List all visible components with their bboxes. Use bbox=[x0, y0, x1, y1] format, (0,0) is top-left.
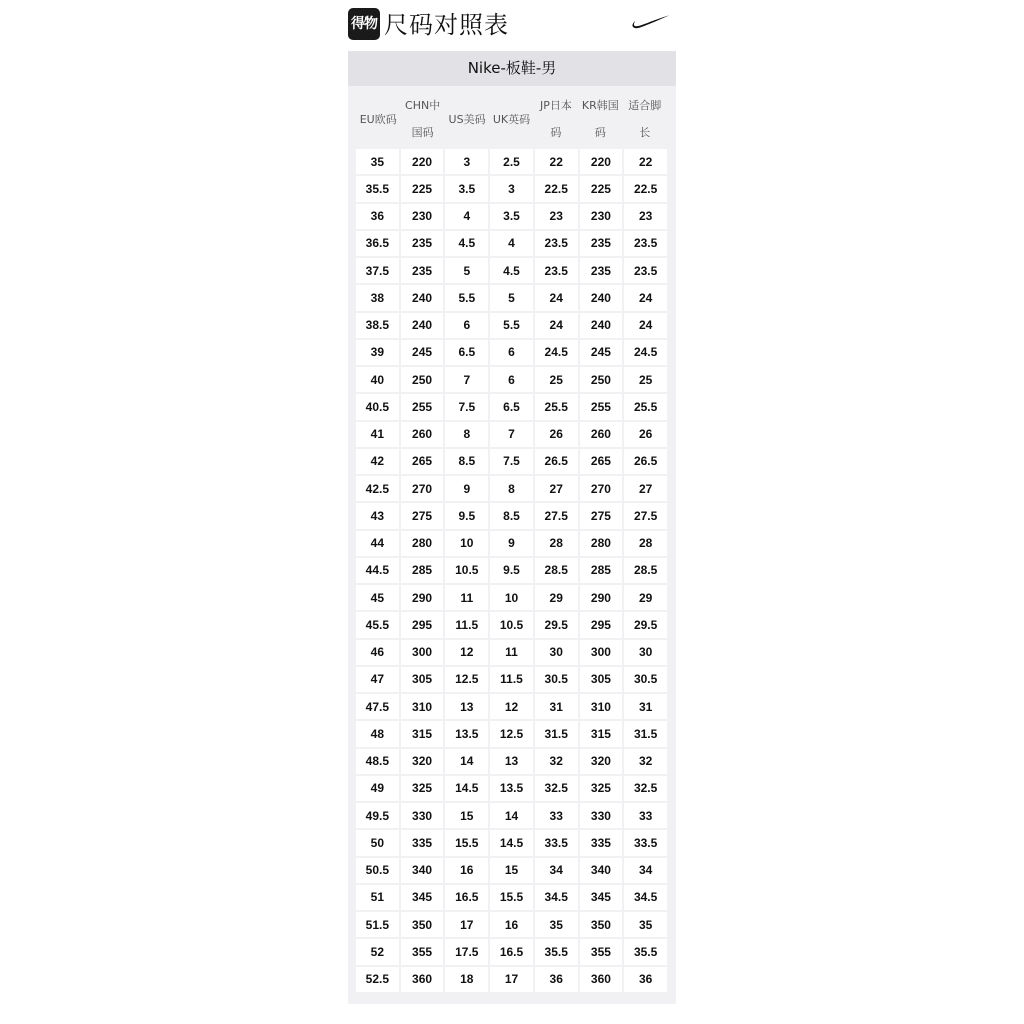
table-cell: 36 bbox=[535, 967, 578, 992]
table-cell: 7.5 bbox=[445, 394, 488, 419]
table-cell: 240 bbox=[580, 285, 623, 310]
table-cell: 14.5 bbox=[490, 830, 533, 855]
table-cell: 28.5 bbox=[624, 558, 667, 583]
table-cell: 13.5 bbox=[445, 721, 488, 746]
table-cell: 39 bbox=[356, 340, 399, 365]
table-cell: 225 bbox=[580, 176, 623, 201]
table-cell: 11.5 bbox=[445, 612, 488, 637]
table-cell: 250 bbox=[580, 367, 623, 392]
table-row bbox=[356, 639, 667, 666]
table-cell: 7.5 bbox=[490, 449, 533, 474]
column-header: UK英码 bbox=[492, 112, 531, 126]
table-cell: 270 bbox=[580, 476, 623, 501]
table-cell: 16.5 bbox=[490, 939, 533, 964]
table-cell: 245 bbox=[401, 340, 444, 365]
table-cell: 31.5 bbox=[535, 721, 578, 746]
table-cell: 26 bbox=[624, 422, 667, 447]
table-row bbox=[356, 611, 667, 638]
table-cell: 11 bbox=[490, 640, 533, 665]
table-cell: 230 bbox=[401, 204, 444, 229]
table-cell: 24.5 bbox=[535, 340, 578, 365]
table-cell: 12 bbox=[445, 640, 488, 665]
table-cell: 265 bbox=[401, 449, 444, 474]
table-cell: 35.5 bbox=[535, 939, 578, 964]
table-cell: 255 bbox=[401, 394, 444, 419]
table-cell: 27.5 bbox=[535, 503, 578, 528]
table-cell: 22.5 bbox=[535, 176, 578, 201]
table-cell: 34 bbox=[624, 858, 667, 883]
table-cell: 26 bbox=[535, 422, 578, 447]
table-cell: 31.5 bbox=[624, 721, 667, 746]
table-cell: 35 bbox=[624, 912, 667, 937]
table-row bbox=[356, 666, 667, 693]
table-cell: 48 bbox=[356, 721, 399, 746]
table-cell: 24 bbox=[624, 285, 667, 310]
table-cell: 29.5 bbox=[624, 612, 667, 637]
table-cell: 34 bbox=[535, 858, 578, 883]
table-cell: 25.5 bbox=[624, 394, 667, 419]
table-cell: 16.5 bbox=[445, 885, 488, 910]
table-cell: 23.5 bbox=[624, 231, 667, 256]
column-header: 适合脚长 bbox=[628, 99, 662, 139]
table-cell: 26.5 bbox=[535, 449, 578, 474]
table-cell: 3.5 bbox=[490, 204, 533, 229]
table-cell: 15 bbox=[445, 803, 488, 828]
table-cell: 33.5 bbox=[624, 830, 667, 855]
table-cell: 260 bbox=[401, 422, 444, 447]
table-row bbox=[356, 257, 667, 284]
table-cell: 255 bbox=[580, 394, 623, 419]
dewu-logo: 得物 bbox=[348, 8, 380, 40]
table-cell: 36 bbox=[624, 967, 667, 992]
table-cell: 33 bbox=[624, 803, 667, 828]
table-cell: 17 bbox=[445, 912, 488, 937]
table-cell: 6 bbox=[490, 367, 533, 392]
table-cell: 280 bbox=[401, 531, 444, 556]
table-cell: 45.5 bbox=[356, 612, 399, 637]
table-cell: 13 bbox=[445, 694, 488, 719]
table-cell: 10 bbox=[490, 585, 533, 610]
table-cell: 315 bbox=[401, 721, 444, 746]
column-header: US美码 bbox=[448, 112, 486, 126]
table-cell: 10 bbox=[445, 531, 488, 556]
table-cell: 30.5 bbox=[535, 667, 578, 692]
table-cell: 7 bbox=[445, 367, 488, 392]
table-cell: 350 bbox=[580, 912, 623, 937]
table-cell: 6 bbox=[445, 313, 488, 338]
table-cell: 240 bbox=[401, 285, 444, 310]
table-cell: 23 bbox=[535, 204, 578, 229]
table-cell: 30 bbox=[624, 640, 667, 665]
table-cell: 12.5 bbox=[445, 667, 488, 692]
table-cell: 52 bbox=[356, 939, 399, 964]
table-cell: 12 bbox=[490, 694, 533, 719]
table-cell: 265 bbox=[580, 449, 623, 474]
table-cell: 49.5 bbox=[356, 803, 399, 828]
table-cell: 8.5 bbox=[490, 503, 533, 528]
table-cell: 4.5 bbox=[445, 231, 488, 256]
table-cell: 46 bbox=[356, 640, 399, 665]
table-cell: 4.5 bbox=[490, 258, 533, 283]
table-cell: 30 bbox=[535, 640, 578, 665]
table-cell: 8.5 bbox=[445, 449, 488, 474]
table-row bbox=[356, 339, 667, 366]
table-cell: 35 bbox=[535, 912, 578, 937]
table-cell: 35 bbox=[356, 149, 399, 174]
table-cell: 8 bbox=[490, 476, 533, 501]
table-cell: 27 bbox=[535, 476, 578, 501]
table-cell: 235 bbox=[401, 231, 444, 256]
table-row bbox=[356, 775, 667, 802]
table-cell: 5 bbox=[490, 285, 533, 310]
table-cell: 12.5 bbox=[490, 721, 533, 746]
table-cell: 3 bbox=[445, 149, 488, 174]
table-row bbox=[356, 203, 667, 230]
table-cell: 18 bbox=[445, 967, 488, 992]
table-cell: 6 bbox=[490, 340, 533, 365]
table-cell: 355 bbox=[580, 939, 623, 964]
table-cell: 275 bbox=[580, 503, 623, 528]
table-cell: 330 bbox=[580, 803, 623, 828]
table-cell: 340 bbox=[580, 858, 623, 883]
table-cell: 22 bbox=[624, 149, 667, 174]
table-cell: 38 bbox=[356, 285, 399, 310]
table-cell: 32.5 bbox=[624, 776, 667, 801]
table-cell: 240 bbox=[580, 313, 623, 338]
table-row bbox=[356, 966, 667, 993]
table-cell: 17 bbox=[490, 967, 533, 992]
table-cell: 13 bbox=[490, 749, 533, 774]
table-cell: 31 bbox=[535, 694, 578, 719]
table-cell: 270 bbox=[401, 476, 444, 501]
table-cell: 51.5 bbox=[356, 912, 399, 937]
table-cell: 11.5 bbox=[490, 667, 533, 692]
table-cell: 30.5 bbox=[624, 667, 667, 692]
table-cell: 290 bbox=[401, 585, 444, 610]
table-cell: 24 bbox=[535, 285, 578, 310]
table-cell: 330 bbox=[401, 803, 444, 828]
table-cell: 225 bbox=[401, 176, 444, 201]
table-cell: 50 bbox=[356, 830, 399, 855]
table-cell: 49 bbox=[356, 776, 399, 801]
table-row bbox=[356, 393, 667, 420]
table-cell: 2.5 bbox=[490, 149, 533, 174]
table-row bbox=[356, 421, 667, 448]
table-cell: 22.5 bbox=[624, 176, 667, 201]
table-cell: 28 bbox=[624, 531, 667, 556]
table-cell: 32 bbox=[535, 749, 578, 774]
size-table-body bbox=[356, 148, 667, 993]
table-cell: 310 bbox=[401, 694, 444, 719]
page-title: 尺码对照表 bbox=[384, 11, 509, 39]
table-cell: 275 bbox=[401, 503, 444, 528]
table-cell: 14 bbox=[445, 749, 488, 774]
table-cell: 3.5 bbox=[445, 176, 488, 201]
table-cell: 300 bbox=[401, 640, 444, 665]
table-row bbox=[356, 530, 667, 557]
table-cell: 300 bbox=[580, 640, 623, 665]
table-cell: 290 bbox=[580, 585, 623, 610]
table-cell: 230 bbox=[580, 204, 623, 229]
table-cell: 325 bbox=[401, 776, 444, 801]
table-cell: 9 bbox=[490, 531, 533, 556]
page-header bbox=[348, 4, 676, 46]
column-header: JP日本码 bbox=[539, 99, 572, 139]
table-cell: 44.5 bbox=[356, 558, 399, 583]
table-cell: 16 bbox=[490, 912, 533, 937]
table-cell: 50.5 bbox=[356, 858, 399, 883]
table-cell: 350 bbox=[401, 912, 444, 937]
table-cell: 5.5 bbox=[445, 285, 488, 310]
table-cell: 355 bbox=[401, 939, 444, 964]
table-row bbox=[356, 175, 667, 202]
table-cell: 9.5 bbox=[445, 503, 488, 528]
chart-category-banner: Nike-板鞋-男 bbox=[348, 51, 676, 86]
table-cell: 9.5 bbox=[490, 558, 533, 583]
table-cell: 235 bbox=[401, 258, 444, 283]
table-cell: 345 bbox=[580, 885, 623, 910]
table-cell: 220 bbox=[580, 149, 623, 174]
table-cell: 32.5 bbox=[535, 776, 578, 801]
table-row bbox=[356, 284, 667, 311]
table-cell: 335 bbox=[580, 830, 623, 855]
table-row bbox=[356, 448, 667, 475]
table-cell: 320 bbox=[401, 749, 444, 774]
table-cell: 250 bbox=[401, 367, 444, 392]
table-cell: 360 bbox=[401, 967, 444, 992]
table-cell: 15.5 bbox=[490, 885, 533, 910]
table-cell: 11 bbox=[445, 585, 488, 610]
table-cell: 43 bbox=[356, 503, 399, 528]
table-cell: 36 bbox=[356, 204, 399, 229]
table-row bbox=[356, 693, 667, 720]
table-cell: 10.5 bbox=[490, 612, 533, 637]
table-cell: 42 bbox=[356, 449, 399, 474]
table-cell: 240 bbox=[401, 313, 444, 338]
table-row bbox=[356, 557, 667, 584]
table-cell: 340 bbox=[401, 858, 444, 883]
table-cell: 40.5 bbox=[356, 394, 399, 419]
table-cell: 42.5 bbox=[356, 476, 399, 501]
table-cell: 10.5 bbox=[445, 558, 488, 583]
table-row bbox=[356, 884, 667, 911]
table-row bbox=[356, 312, 667, 339]
table-cell: 320 bbox=[580, 749, 623, 774]
table-row bbox=[356, 230, 667, 257]
table-cell: 33.5 bbox=[535, 830, 578, 855]
table-cell: 8 bbox=[445, 422, 488, 447]
table-cell: 245 bbox=[580, 340, 623, 365]
table-cell: 24 bbox=[624, 313, 667, 338]
table-cell: 36.5 bbox=[356, 231, 399, 256]
table-row bbox=[356, 911, 667, 938]
table-cell: 3 bbox=[490, 176, 533, 201]
table-row bbox=[356, 148, 667, 175]
table-row bbox=[356, 802, 667, 829]
table-cell: 295 bbox=[580, 612, 623, 637]
size-chart-panel bbox=[348, 51, 676, 1004]
table-cell: 27.5 bbox=[624, 503, 667, 528]
table-cell: 22 bbox=[535, 149, 578, 174]
table-cell: 260 bbox=[580, 422, 623, 447]
table-cell: 325 bbox=[580, 776, 623, 801]
table-cell: 28.5 bbox=[535, 558, 578, 583]
table-row bbox=[356, 748, 667, 775]
table-cell: 235 bbox=[580, 258, 623, 283]
table-cell: 35.5 bbox=[356, 176, 399, 201]
table-cell: 25 bbox=[535, 367, 578, 392]
table-cell: 295 bbox=[401, 612, 444, 637]
table-cell: 305 bbox=[580, 667, 623, 692]
table-cell: 31 bbox=[624, 694, 667, 719]
table-cell: 25 bbox=[624, 367, 667, 392]
table-cell: 5.5 bbox=[490, 313, 533, 338]
table-row bbox=[356, 584, 667, 611]
table-cell: 24 bbox=[535, 313, 578, 338]
table-cell: 14 bbox=[490, 803, 533, 828]
nike-swoosh-icon bbox=[630, 13, 670, 33]
column-header: EU欧码 bbox=[359, 112, 397, 126]
table-cell: 29 bbox=[535, 585, 578, 610]
table-cell: 24.5 bbox=[624, 340, 667, 365]
table-cell: 47.5 bbox=[356, 694, 399, 719]
table-cell: 6.5 bbox=[490, 394, 533, 419]
table-cell: 44 bbox=[356, 531, 399, 556]
table-cell: 4 bbox=[490, 231, 533, 256]
table-cell: 28 bbox=[535, 531, 578, 556]
column-header: CHN中国码 bbox=[405, 99, 441, 139]
table-cell: 4 bbox=[445, 204, 488, 229]
table-cell: 345 bbox=[401, 885, 444, 910]
table-cell: 280 bbox=[580, 531, 623, 556]
table-cell: 6.5 bbox=[445, 340, 488, 365]
table-cell: 310 bbox=[580, 694, 623, 719]
table-cell: 29 bbox=[624, 585, 667, 610]
table-cell: 14.5 bbox=[445, 776, 488, 801]
table-cell: 23 bbox=[624, 204, 667, 229]
table-cell: 52.5 bbox=[356, 967, 399, 992]
table-row bbox=[356, 366, 667, 393]
table-row bbox=[356, 502, 667, 529]
table-cell: 34.5 bbox=[624, 885, 667, 910]
table-cell: 38.5 bbox=[356, 313, 399, 338]
table-cell: 17.5 bbox=[445, 939, 488, 964]
table-cell: 15 bbox=[490, 858, 533, 883]
table-cell: 25.5 bbox=[535, 394, 578, 419]
table-row bbox=[356, 938, 667, 965]
table-cell: 47 bbox=[356, 667, 399, 692]
table-cell: 34.5 bbox=[535, 885, 578, 910]
table-cell: 360 bbox=[580, 967, 623, 992]
column-headers bbox=[356, 92, 667, 144]
table-row bbox=[356, 475, 667, 502]
table-cell: 51 bbox=[356, 885, 399, 910]
table-cell: 15.5 bbox=[445, 830, 488, 855]
table-cell: 235 bbox=[580, 231, 623, 256]
table-cell: 13.5 bbox=[490, 776, 533, 801]
table-cell: 26.5 bbox=[624, 449, 667, 474]
table-cell: 9 bbox=[445, 476, 488, 501]
table-cell: 23.5 bbox=[535, 258, 578, 283]
table-cell: 40 bbox=[356, 367, 399, 392]
table-cell: 41 bbox=[356, 422, 399, 447]
table-cell: 23.5 bbox=[535, 231, 578, 256]
table-cell: 285 bbox=[580, 558, 623, 583]
table-cell: 7 bbox=[490, 422, 533, 447]
table-cell: 32 bbox=[624, 749, 667, 774]
table-cell: 315 bbox=[580, 721, 623, 746]
table-row bbox=[356, 829, 667, 856]
table-cell: 33 bbox=[535, 803, 578, 828]
table-cell: 335 bbox=[401, 830, 444, 855]
table-cell: 23.5 bbox=[624, 258, 667, 283]
table-cell: 35.5 bbox=[624, 939, 667, 964]
table-cell: 220 bbox=[401, 149, 444, 174]
table-cell: 285 bbox=[401, 558, 444, 583]
column-header: KR韩国码 bbox=[581, 99, 619, 139]
table-cell: 29.5 bbox=[535, 612, 578, 637]
table-cell: 5 bbox=[445, 258, 488, 283]
table-row bbox=[356, 857, 667, 884]
table-cell: 48.5 bbox=[356, 749, 399, 774]
table-cell: 305 bbox=[401, 667, 444, 692]
table-row bbox=[356, 720, 667, 747]
table-cell: 45 bbox=[356, 585, 399, 610]
table-cell: 37.5 bbox=[356, 258, 399, 283]
table-cell: 27 bbox=[624, 476, 667, 501]
table-cell: 16 bbox=[445, 858, 488, 883]
